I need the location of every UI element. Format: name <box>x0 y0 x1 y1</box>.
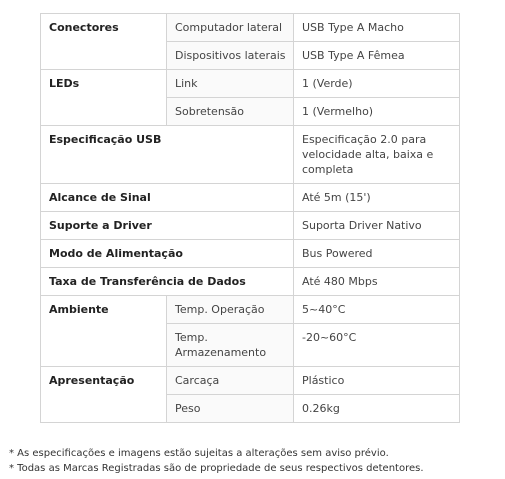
table-row <box>41 126 460 184</box>
spec-value: USB Type A Macho <box>294 14 460 42</box>
footnotes <box>9 446 424 476</box>
table-row <box>41 212 460 240</box>
table-row <box>41 367 460 395</box>
spec-sublabel: Link <box>167 70 294 98</box>
spec-value: Especificação 2.0 para velocidade alta, baixa e completa <box>294 126 460 184</box>
spec-label-presentation: Apresentação <box>41 367 167 423</box>
table-row <box>41 268 460 296</box>
spec-label-power: Modo de Alimentação <box>41 240 294 268</box>
spec-value: Até 5m (15') <box>294 184 460 212</box>
spec-label-conectores: Conectores <box>41 14 167 70</box>
spec-sublabel: Dispositivos laterais <box>167 42 294 70</box>
spec-sublabel: Peso <box>167 395 294 423</box>
spec-label-usb: Especificação USB <box>41 126 294 184</box>
spec-value: Bus Powered <box>294 240 460 268</box>
table-row <box>41 70 460 98</box>
table-row <box>41 14 460 42</box>
spec-value: Plástico <box>294 367 460 395</box>
spec-value: USB Type A Fêmea <box>294 42 460 70</box>
spec-value: 1 (Verde) <box>294 70 460 98</box>
table-row <box>41 296 460 324</box>
spec-value: 0.26kg <box>294 395 460 423</box>
spec-value: 5~40°C <box>294 296 460 324</box>
spec-label-range: Alcance de Sinal <box>41 184 294 212</box>
spec-label-leds: LEDs <box>41 70 167 126</box>
spec-sublabel: Temp. Operação <box>167 296 294 324</box>
table-row <box>41 240 460 268</box>
spec-value: Suporta Driver Nativo <box>294 212 460 240</box>
spec-label-transfer-rate: Taxa de Transferência de Dados <box>41 268 294 296</box>
footnote-disclaimer: * As especificações e imagens estão sujeitas a alterações sem aviso prévio. <box>9 448 389 459</box>
specifications-table <box>40 13 460 423</box>
spec-sublabel: Temp. Armazenamento <box>167 324 294 367</box>
spec-sublabel: Carcaça <box>167 367 294 395</box>
footnote-trademarks: * Todas as Marcas Registradas são de propriedade de seus respectivos detentores. <box>9 463 424 474</box>
spec-label-driver: Suporte a Driver <box>41 212 294 240</box>
spec-sublabel: Sobretensão <box>167 98 294 126</box>
table-row <box>41 184 460 212</box>
spec-value: Até 480 Mbps <box>294 268 460 296</box>
spec-label-environment: Ambiente <box>41 296 167 367</box>
spec-value: -20~60°C <box>294 324 460 367</box>
spec-value: 1 (Vermelho) <box>294 98 460 126</box>
spec-sublabel: Computador lateral <box>167 14 294 42</box>
